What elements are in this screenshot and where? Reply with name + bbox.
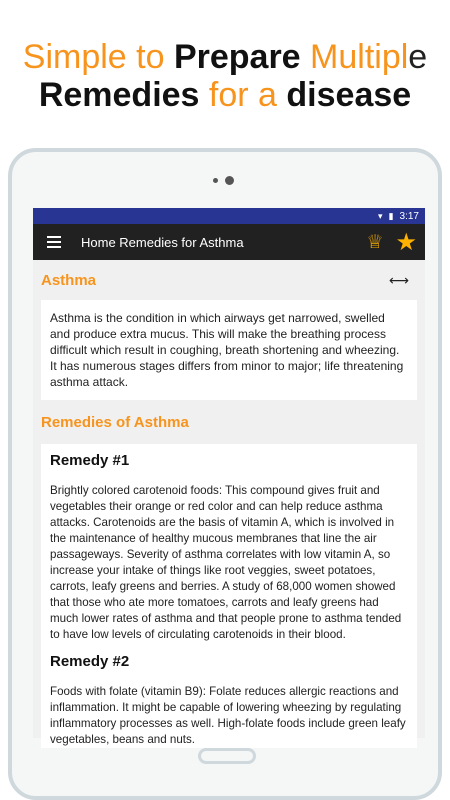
headline-text-bold: Remedies <box>38 76 200 115</box>
status-time: 3:17 <box>399 210 419 222</box>
headline-text: for a <box>199 76 287 115</box>
tablet-frame <box>8 148 442 800</box>
share-icon[interactable]: ⟷ <box>388 271 409 288</box>
remedy-text: Foods with folate (vitamin B9): Folate reduces allergic reactions and inflammation. It might be capable of lowering wheezing by regulating inflammatory processes as well. High-folate foods include green leafy vegetables, beans and nuts. <box>50 685 406 746</box>
home-button[interactable] <box>198 748 256 764</box>
intro-heading: Asthma <box>41 271 97 289</box>
remedies-heading: Remedies of Asthma <box>41 413 189 431</box>
menu-icon[interactable] <box>47 233 61 251</box>
remedy-text: Brightly colored carotenoid foods: This compound gives fruit and vegetables their orange or red color and can help reduce asthma attacks. Carotenoids are the basis of vitamin A, which is involved in the maintenance of healthy mucous membranes that line the air passageways. Severity of asthma correlates with low vitamin A, so increase your intake of things like root veggies, sweet potatoes, carrots, leafy greens and berries. A study of 68,000 women showed that those who ate more tomatoes, carrots and leafy greens had much lower rates of asthma and that people prone to asthma tended to have low levels of circulating carotenoids in their blood. <box>50 484 402 641</box>
crown-icon[interactable]: ♕ <box>366 231 384 253</box>
star-icon[interactable]: ★ <box>395 228 417 256</box>
battery-icon: ▮ <box>388 210 394 221</box>
headline-text: e <box>408 38 428 76</box>
app-screen <box>33 208 425 746</box>
intro-card <box>41 300 417 400</box>
app-bar <box>33 224 425 260</box>
headline-line-1 <box>0 38 450 76</box>
remedies-header <box>41 400 417 444</box>
main-content <box>33 260 425 748</box>
headline-line-2 <box>0 76 450 114</box>
camera-icon <box>213 176 239 186</box>
wifi-icon: ▾ <box>378 210 383 221</box>
remedies-card <box>41 444 417 748</box>
intro-header <box>41 260 417 300</box>
headline-text-bold: disease <box>286 76 412 115</box>
remedy-title: Remedy #2 <box>50 653 130 670</box>
promo-headline <box>0 38 450 114</box>
headline-text-bold: Prepare <box>173 38 301 76</box>
headline-text: Simple to <box>22 38 174 76</box>
headline-text: Multipl <box>300 38 409 76</box>
app-title: Home Remedies for Asthma <box>81 234 244 250</box>
intro-text: Asthma is the condition in which airways get narrowed, swelled and produce extra mucus. This will make the breathing process difficult which result in coughing, breath shortening and wheezing. It has numerous stages differs from minor to major; life threatening asthma attack. <box>50 311 404 389</box>
status-bar <box>33 208 425 224</box>
remedy-title: Remedy #1 <box>50 452 130 469</box>
